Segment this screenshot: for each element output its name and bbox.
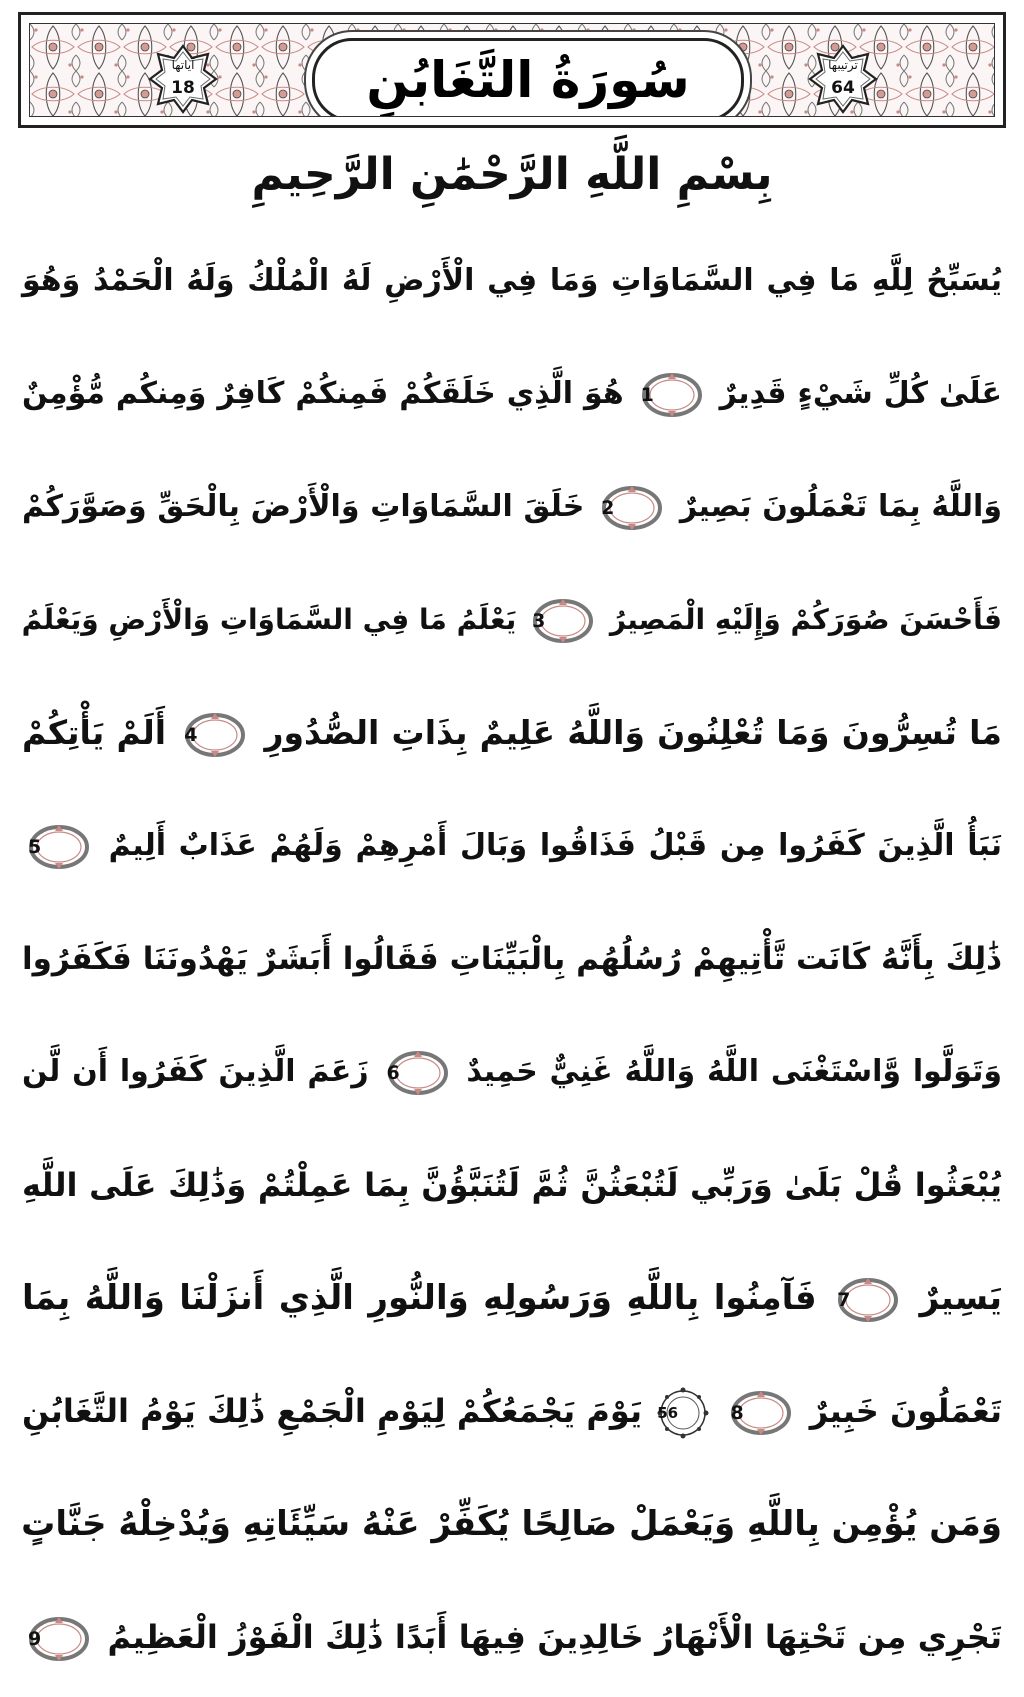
ayah-end-marker [601,485,663,531]
ayat-count-badge [148,44,218,114]
ayah-end-marker [28,824,90,870]
basmala: بِسْمِ اللَّهِ الرَّحْمَٰنِ الرَّحِيمِ [251,149,773,200]
surah-title: سُورَةُ التَّغَابُنِ [366,51,690,109]
verse-text: أَلَمْ يَأْتِكُمْ [22,713,167,752]
verse-text: خَلَقَ السَّمَاوَاتِ وَالْأَرْضَ بِالْحَقِّ وَصَوَّرَكُمْ [22,489,585,524]
ayah-number: 1 [640,383,654,406]
surah-header-frame [18,12,1006,128]
ayah-number: 7 [837,1288,851,1311]
mushaf-line [22,228,1002,341]
verse-text: تَجْرِي مِن تَحْتِهَا الْأَنْهَارُ خَالِدِينَ فِيهَا أَبَدًا ذَٰلِكَ الْفَوْزُ الْعَظِيمُ [107,1618,1003,1656]
mushaf-page-body [22,228,1002,1697]
mushaf-line [22,680,1002,793]
order-number: 64 [831,78,855,98]
verse-text: تَعْمَلُونَ خَبِيرٌ [809,1392,1003,1430]
verse-text: فَآمِنُوا بِاللَّهِ وَرَسُولِهِ وَالنُّورِ الَّذِي أَنزَلْنَا وَاللَّهُ بِمَا [22,1278,817,1318]
order-label: ترتيبها [828,58,858,72]
mushaf-line [22,1132,1002,1245]
mushaf-line [22,1019,1002,1132]
mushaf-line [22,1245,1002,1358]
ayah-number: 8 [730,1402,744,1424]
mushaf-line [22,1358,1002,1471]
ayat-count: 18 [171,78,195,98]
verse-text: يَوْمَ يَجْمَعُكُمْ لِيَوْمِ الْجَمْعِ ذَٰلِكَ يَوْمُ التَّغَابُنِ [22,1392,642,1430]
mushaf-line [22,1471,1002,1584]
ayah-end-marker [837,1277,899,1323]
surah-order-badge [808,44,878,114]
ayah-end-marker [28,1616,90,1662]
mushaf-line [22,1584,1002,1697]
verse-text: نَبَأُ الَّذِينَ كَفَرُوا مِن قَبْلُ فَذَاقُوا وَبَالَ أَمْرِهِمْ وَلَهُمْ عَذَابٌ أَلِيمٌ [108,828,1002,863]
verse-text: مَا تُسِرُّونَ وَمَا تُعْلِنُونَ وَاللَّهُ عَلِيمٌ بِذَاتِ الصُّدُورِ [264,713,1002,752]
ayah-end-marker [387,1050,449,1096]
verse-text: هُوَ الَّذِي خَلَقَكُمْ فَمِنكُمْ كَافِرٌ وَمِنكُم مُّؤْمِنٌ [22,376,624,411]
mushaf-line [22,906,1002,1019]
mushaf-line [22,793,1002,906]
verse-text: يَسِيرٌ [919,1278,1003,1318]
hizb-number: 56 [657,1404,679,1422]
verse-text: وَتَوَلَّوا وَّاسْتَغْنَى اللَّهُ وَاللَّهُ غَنِيٌّ حَمِيدٌ [466,1054,1002,1089]
verse-text: فَأَحْسَنَ صُوَرَكُمْ وَإِلَيْهِ الْمَصِيرُ [609,603,1002,636]
mushaf-line [22,567,1002,680]
verse-text: وَاللَّهُ بِمَا تَعْمَلُونَ بَصِيرٌ [679,489,1002,524]
surah-title-cartouche [312,38,744,117]
mushaf-line [22,341,1002,454]
hizb-marker [657,1387,709,1439]
ayah-number: 3 [532,610,546,632]
verse-text: عَلَىٰ كُلِّ شَيْءٍ قَدِيرٌ [719,376,1002,411]
ayah-end-marker [730,1390,792,1436]
verse-text: يُبْعَثُوا قُلْ بَلَىٰ وَرَبِّي لَتُبْعَثُنَّ ثُمَّ لَتُنَبَّؤُنَّ بِمَا عَمِلْتُمْ وَذَٰلِكَ عَلَى اللَّهِ [22,1166,1002,1204]
ayat-label: آياتها [171,58,195,72]
verse-text: يَعْلَمُ مَا فِي السَّمَاوَاتِ وَالْأَرْضِ وَيَعْلَمُ [21,603,517,636]
mushaf-line [22,454,1002,567]
verse-text: يُسَبِّحُ لِلَّهِ مَا فِي السَّمَاوَاتِ وَمَا فِي الْأَرْضِ لَهُ الْمُلْكُ وَلَهُ الْحَمْدُ وَهُوَ [22,263,1002,298]
ayah-number: 5 [28,835,42,858]
ayah-number: 4 [184,723,198,746]
ayah-end-marker [184,712,246,758]
ayah-number: 6 [386,1061,400,1084]
ayah-end-marker [532,598,594,644]
verse-text: زَعَمَ الَّذِينَ كَفَرُوا أَن لَّن [22,1054,369,1089]
verse-text: وَمَن يُؤْمِن بِاللَّهِ وَيَعْمَلْ صَالِحًا يُكَفِّرْ عَنْهُ سَيِّئَاتِهِ وَيُدْخِلْهُ جَنَّاتٍ [21,1504,1002,1544]
ayah-end-marker [641,372,703,418]
ayah-number: 9 [28,1628,42,1650]
verse-text: ذَٰلِكَ بِأَنَّهُ كَانَت تَّأْتِيهِمْ رُسُلُهُم بِالْبَيِّنَاتِ فَقَالُوا أَبَشَرٌ يَهْدُونَنَا فَكَفَرُوا [22,941,1002,977]
ayah-number: 2 [601,496,615,519]
header-ornament-band [29,23,995,117]
